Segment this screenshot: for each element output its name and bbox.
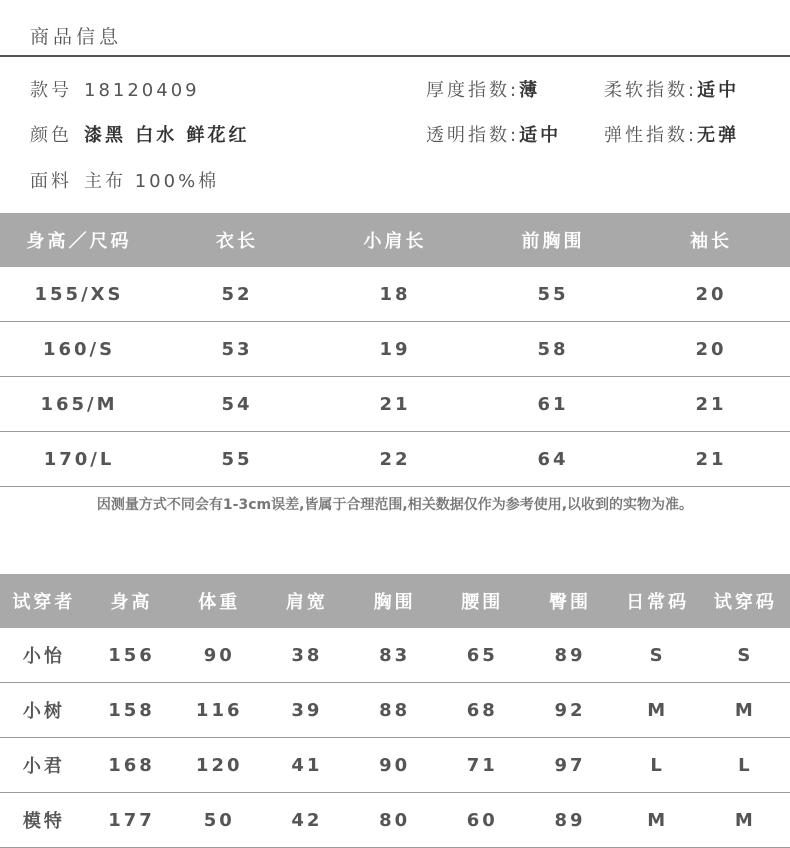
tester-header-cell: 胸围 bbox=[373, 592, 416, 613]
info-style-no bbox=[30, 76, 200, 102]
table-cell: L bbox=[738, 754, 753, 776]
table-cell: 18 bbox=[379, 283, 411, 305]
size-header-cell: 衣长 bbox=[216, 231, 258, 252]
table-cell: 90 bbox=[379, 754, 411, 776]
size-header-cell: 袖长 bbox=[690, 231, 732, 252]
softness-value: 适中 bbox=[697, 80, 740, 101]
table-row bbox=[0, 432, 790, 487]
table-cell: 小怡 bbox=[22, 646, 65, 667]
style-no-value: 18120409 bbox=[84, 80, 200, 101]
table-cell: 71 bbox=[466, 754, 498, 776]
table-row bbox=[0, 793, 790, 848]
tester-header-cell: 试穿码 bbox=[713, 592, 777, 613]
size-header-cell: 前胸围 bbox=[521, 231, 585, 252]
table-cell: M bbox=[734, 699, 756, 721]
table-cell: 19 bbox=[379, 338, 411, 360]
table-cell: 53 bbox=[221, 338, 253, 360]
elasticity-value: 无弹 bbox=[697, 125, 740, 146]
table-cell: 39 bbox=[291, 699, 323, 721]
measurement-note: 因测量方式不同会有1-3cm误差,皆属于合理范围,相关数据仅作为参考使用,以收到的实物为准。 bbox=[96, 497, 694, 513]
thickness-value: 薄 bbox=[519, 80, 541, 101]
title-divider bbox=[0, 55, 790, 57]
transparency-label: 透明指数: bbox=[426, 125, 520, 146]
info-thickness bbox=[426, 76, 540, 102]
table-cell: 90 bbox=[203, 644, 235, 666]
table-cell: 88 bbox=[379, 699, 411, 721]
table-row bbox=[0, 628, 790, 683]
table-cell: 68 bbox=[466, 699, 498, 721]
info-softness bbox=[604, 76, 739, 102]
table-cell: 42 bbox=[291, 809, 323, 831]
table-cell: 55 bbox=[537, 283, 569, 305]
table-cell: 模特 bbox=[22, 811, 65, 832]
info-transparency bbox=[426, 121, 561, 147]
table-cell: L bbox=[650, 754, 665, 776]
tester-header-cell: 体重 bbox=[198, 592, 241, 613]
table-cell: 21 bbox=[379, 393, 411, 415]
table-row bbox=[0, 683, 790, 738]
table-cell: M bbox=[734, 809, 756, 831]
color-value: 漆黑 白水 鲜花红 bbox=[84, 125, 250, 146]
table-cell: 160/S bbox=[42, 338, 116, 360]
table-cell: 21 bbox=[695, 393, 727, 415]
table-cell: M bbox=[647, 809, 669, 831]
size-header-cell: 小肩长 bbox=[363, 231, 427, 252]
table-cell: 58 bbox=[537, 338, 569, 360]
table-cell: S bbox=[649, 644, 666, 666]
tester-table bbox=[0, 574, 790, 848]
info-elasticity bbox=[604, 121, 739, 147]
table-cell: 116 bbox=[195, 699, 243, 721]
size-table-header bbox=[0, 213, 790, 267]
table-cell: 177 bbox=[108, 809, 155, 831]
section-title: 商品信息 bbox=[30, 26, 123, 48]
table-cell: 155/XS bbox=[34, 283, 124, 305]
table-cell: 20 bbox=[695, 283, 727, 305]
table-cell: 小君 bbox=[22, 756, 65, 777]
table-cell: 165/M bbox=[40, 393, 118, 415]
table-cell: 89 bbox=[554, 809, 586, 831]
elasticity-label: 弹性指数: bbox=[604, 125, 698, 146]
thickness-label: 厚度指数: bbox=[426, 80, 520, 101]
table-cell: 89 bbox=[554, 644, 586, 666]
table-cell: 83 bbox=[379, 644, 411, 666]
fabric-label: 面料 bbox=[30, 171, 72, 192]
table-row bbox=[0, 322, 790, 377]
table-cell: 170/L bbox=[43, 448, 115, 470]
style-no-label: 款号 bbox=[30, 80, 72, 101]
table-cell: 80 bbox=[379, 809, 411, 831]
info-color bbox=[30, 121, 250, 147]
table-cell: 54 bbox=[221, 393, 253, 415]
table-cell: 120 bbox=[195, 754, 243, 776]
table-cell: 64 bbox=[537, 448, 569, 470]
table-cell: 38 bbox=[291, 644, 323, 666]
table-row bbox=[0, 377, 790, 432]
tester-header-cell: 腰围 bbox=[461, 592, 504, 613]
table-cell: 41 bbox=[291, 754, 323, 776]
tester-header-cell: 肩宽 bbox=[285, 592, 328, 613]
table-cell: 小树 bbox=[22, 701, 65, 722]
fabric-value: 主布 100%棉 bbox=[84, 171, 220, 192]
table-cell: 21 bbox=[695, 448, 727, 470]
transparency-value: 适中 bbox=[519, 125, 562, 146]
table-cell: 52 bbox=[221, 283, 253, 305]
table-cell: 97 bbox=[554, 754, 586, 776]
tester-table-header bbox=[0, 574, 790, 628]
tester-header-cell: 试穿者 bbox=[12, 592, 76, 613]
size-header-cell: 身高／尺码 bbox=[26, 231, 132, 252]
color-label: 颜色 bbox=[30, 125, 72, 146]
table-cell: 61 bbox=[537, 393, 569, 415]
table-cell: 60 bbox=[466, 809, 498, 831]
tester-header-cell: 身高 bbox=[110, 592, 153, 613]
table-cell: 168 bbox=[108, 754, 155, 776]
table-cell: 50 bbox=[203, 809, 235, 831]
table-row bbox=[0, 738, 790, 793]
softness-label: 柔软指数: bbox=[604, 80, 698, 101]
info-fabric bbox=[30, 167, 219, 193]
table-cell: S bbox=[737, 644, 754, 666]
table-cell: M bbox=[647, 699, 669, 721]
table-cell: 22 bbox=[379, 448, 411, 470]
table-row bbox=[0, 267, 790, 322]
table-cell: 65 bbox=[466, 644, 498, 666]
tester-header-cell: 臀围 bbox=[548, 592, 591, 613]
table-cell: 92 bbox=[554, 699, 586, 721]
tester-header-cell: 日常码 bbox=[626, 592, 690, 613]
table-cell: 55 bbox=[221, 448, 253, 470]
table-cell: 158 bbox=[108, 699, 155, 721]
table-cell: 20 bbox=[695, 338, 727, 360]
size-table bbox=[0, 213, 790, 487]
table-cell: 156 bbox=[108, 644, 155, 666]
